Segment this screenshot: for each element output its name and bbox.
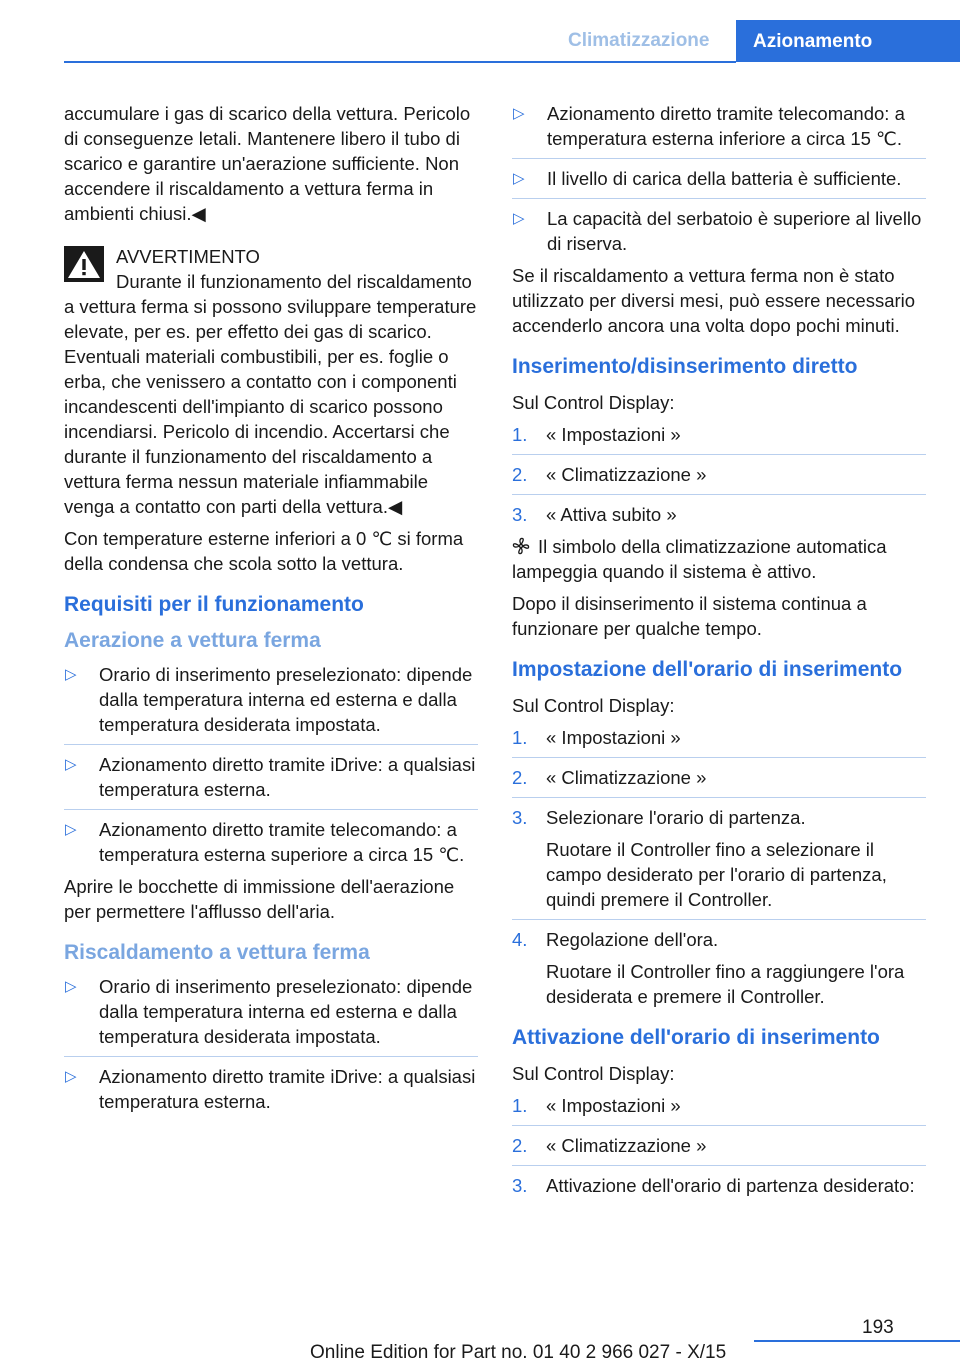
list-item: 3. « Attiva subito »	[512, 494, 926, 527]
continued-list	[512, 101, 926, 256]
header-chapter-label: Azionamento	[753, 31, 873, 52]
heading-attivazione: Attivazione dell'orario di inserimento	[512, 1026, 880, 1049]
list-item: 2. « Climatizzazione »	[512, 757, 926, 790]
bullet-triangle-icon: ▷	[65, 756, 77, 773]
header-chapter-tab	[736, 20, 960, 62]
condensa-paragraph: Con temperature esterne inferiori a 0 ℃ si forma della condensa che scola sotto la vettura.	[64, 528, 464, 574]
heading-requisiti: Requisiti per il funzionamento	[64, 593, 364, 616]
bullet-triangle-icon: ▷	[65, 978, 77, 995]
right-column	[512, 101, 926, 1205]
list-item: ▷ Azionamento diretto tramite telecomando: a temperatura esterna inferiore a circa 15 ℃.	[513, 103, 905, 149]
page-header	[0, 0, 960, 62]
list-item: 2. « Climatizzazione »	[512, 454, 926, 487]
warning-block	[64, 244, 478, 519]
heading-impostazione: Impostazione dell'orario di inserimento	[512, 658, 903, 681]
list-item: 3. Selezionare l'orario di partenza. Ruotare il Controller fino a selezionare il campo desiderato per l'orario di partenza, quindi premere il Controller.	[512, 797, 926, 912]
list-item: 4. Regolazione dell'ora. Ruotare il Controller fino a raggiungere l'ora desiderata e premere il Controller.	[512, 919, 926, 1009]
left-column	[64, 101, 478, 1121]
steps-diretto	[512, 422, 926, 527]
heading-aerazione: Aerazione a vettura ferma	[64, 629, 321, 652]
list-item: ▷ Azionamento diretto tramite iDrive: a qualsiasi temperatura esterna.	[64, 1056, 478, 1114]
page-footer	[0, 1300, 960, 1362]
list-item: ▷ Il livello di carica della batteria è sufficiente.	[512, 158, 926, 191]
bullet-triangle-icon: ▷	[65, 821, 77, 838]
aerazione-list	[64, 662, 478, 867]
control-display-label: Sul Control Display:	[512, 1063, 675, 1084]
heading-diretto: Inserimento/disinserimento diretto	[512, 355, 858, 378]
warning-body: Durante il funzionamento del riscaldamento a vettura ferma si possono sviluppare temperature elevate, per es. per effetto dei gas di scarico. Eventuali materiali combustibili, per es. foglie o erba, che venissero a contatto con i componenti incandescenti dell'impianto di scarico possono incendiarsi. Pericolo di incendio. Accertarsi che durante il funzionamento del riscaldamento a vettura ferma nessun materiale infiammabile venga a contatto con parti della vettura.◀	[64, 271, 477, 517]
header-rule	[64, 61, 736, 63]
bullet-triangle-icon: ▷	[513, 210, 525, 227]
steps-attivazione	[512, 1093, 926, 1198]
list-item: ▷ Orario di inserimento preselezionato: dipende dalla temperatura interna ed esterna e dalla temperatura desiderata impostata.	[65, 664, 473, 735]
list-item: ▷ Azionamento diretto tramite iDrive: a qualsiasi temperatura esterna.	[64, 744, 478, 802]
list-item: 3. Attivazione dell'orario di partenza desiderato:	[512, 1165, 926, 1198]
bullet-triangle-icon: ▷	[513, 105, 525, 122]
list-item: 1. « Impostazioni »	[512, 1095, 681, 1116]
mesi-paragraph: Se il riscaldamento a vettura ferma non è stato utilizzato per diversi mesi, può essere necessario accenderlo ancora una volta dopo pochi minuti.	[512, 265, 916, 336]
list-item: ▷ Azionamento diretto tramite telecomando: a temperatura esterna superiore a circa 15 ℃.	[64, 809, 478, 867]
dopo-paragraph: Dopo il disinserimento il sistema continua a funzionare per qualche tempo.	[512, 593, 867, 639]
footer-rule	[754, 1340, 960, 1342]
list-item: 2. « Climatizzazione »	[512, 1125, 926, 1158]
climate-fan-icon	[512, 537, 530, 555]
header-section-title: Climatizzazione	[568, 30, 710, 51]
list-item: ▷ La capacità del serbatoio è superiore al livello di riserva.	[512, 198, 926, 256]
steps-impostazione	[512, 725, 926, 1009]
bocchette-paragraph: Aprire le bocchette di immissione dell'aerazione per permettere l'afflusso dell'aria.	[64, 876, 455, 922]
list-item: ▷ Orario di inserimento preselezionato: dipende dalla temperatura interna ed esterna e dalla temperatura desiderata impostata.	[65, 976, 473, 1047]
edition-note: Online Edition for Part no. 01 40 2 966 027 - X/15	[310, 1342, 727, 1362]
riscaldamento-list	[64, 974, 478, 1114]
simbolo-paragraph: Il simbolo della climatizzazione automatica lampeggia quando il sistema è attivo.	[512, 536, 887, 582]
intro-paragraph: accumulare i gas di scarico della vettura. Pericolo di conseguenze letali. Mantenere libero il tubo di scarico e garantire un'aerazione sufficiente. Non accendere il riscaldamento a vettura ferma in ambienti chiusi.◀	[64, 103, 471, 224]
control-display-label: Sul Control Display:	[512, 392, 675, 413]
bullet-triangle-icon: ▷	[513, 170, 525, 187]
warning-title: AVVERTIMENTO	[116, 246, 260, 267]
control-display-label: Sul Control Display:	[512, 695, 675, 716]
warning-triangle-icon	[64, 246, 104, 282]
heading-riscaldamento: Riscaldamento a vettura ferma	[64, 941, 370, 964]
bullet-triangle-icon: ▷	[65, 1068, 77, 1085]
page-number: 193	[862, 1317, 894, 1338]
list-item: 1. « Impostazioni »	[512, 424, 681, 445]
bullet-triangle-icon: ▷	[65, 666, 77, 683]
list-item: 1. « Impostazioni »	[512, 727, 681, 748]
